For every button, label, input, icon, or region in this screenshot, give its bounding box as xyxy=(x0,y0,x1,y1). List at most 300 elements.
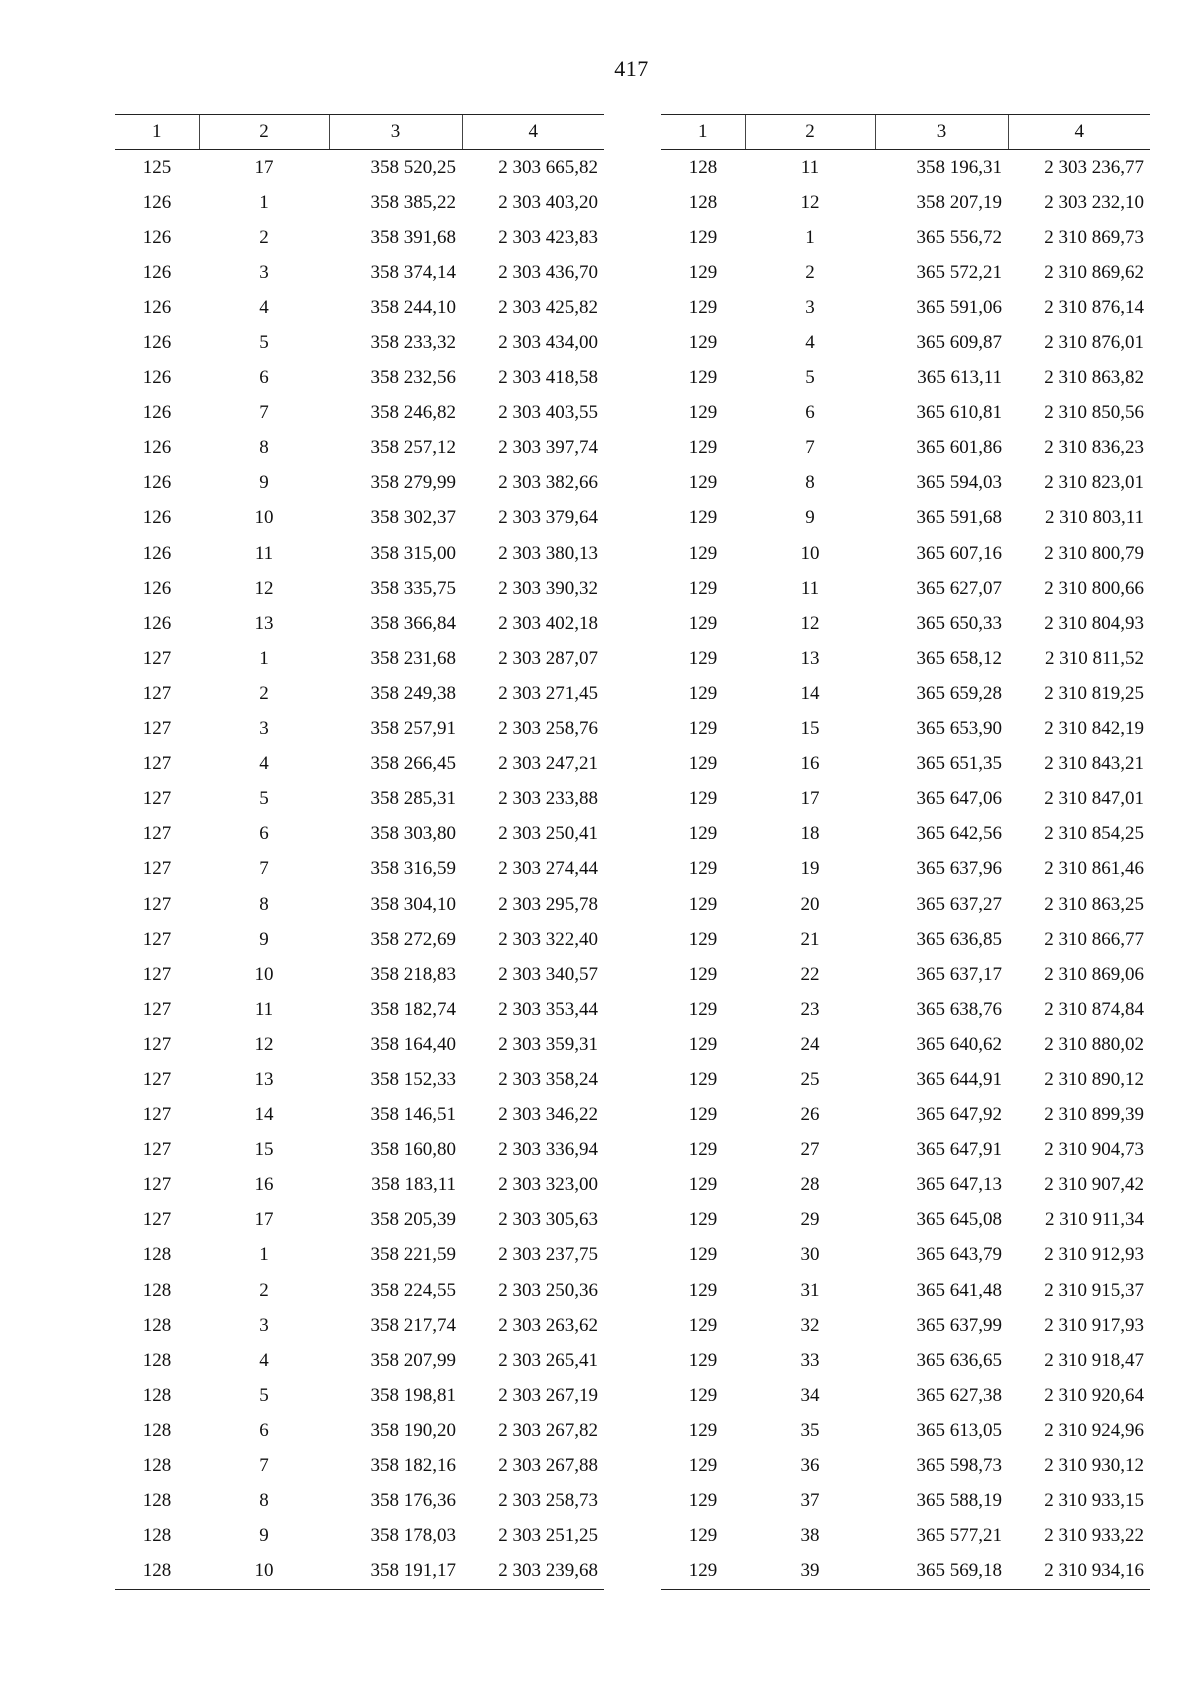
cell-object-number: 126 xyxy=(142,437,172,459)
table-row xyxy=(661,782,1150,817)
cell-point-number: 4 xyxy=(805,332,815,354)
table-row xyxy=(115,396,604,431)
cell-object-number: 129 xyxy=(688,647,718,669)
cell-x-coordinate: 365 613,11 xyxy=(917,367,1002,389)
table-row xyxy=(115,1554,604,1590)
cell-object-number: 129 xyxy=(688,1455,718,1477)
column-header-4: 4 xyxy=(462,115,604,150)
table-row xyxy=(661,501,1150,536)
cell-x-coordinate: 365 658,12 xyxy=(916,647,1002,669)
cell-y-coordinate: 2 310 847,01 xyxy=(1044,788,1144,810)
cell-x-coordinate: 358 231,68 xyxy=(370,647,456,669)
cell-point-number: 8 xyxy=(805,472,815,494)
cell-object-number: 125 xyxy=(142,156,172,178)
cell-y-coordinate: 2 303 323,00 xyxy=(498,1174,598,1196)
cell-point-number: 10 xyxy=(254,507,274,529)
cell-y-coordinate: 2 310 890,12 xyxy=(1044,1068,1144,1090)
cell-y-coordinate: 2 303 436,70 xyxy=(498,261,598,283)
table-row xyxy=(661,1308,1150,1343)
cell-y-coordinate: 2 310 800,66 xyxy=(1044,577,1144,599)
cell-x-coordinate: 365 659,28 xyxy=(916,682,1002,704)
cell-object-number: 129 xyxy=(688,788,718,810)
table-row xyxy=(661,712,1150,747)
column-header-4: 4 xyxy=(1008,115,1150,150)
cell-object-number: 127 xyxy=(142,893,172,915)
cell-y-coordinate: 2 303 267,82 xyxy=(498,1419,598,1441)
cell-x-coordinate: 358 152,33 xyxy=(370,1068,456,1090)
coordinates-table-left xyxy=(115,114,604,1590)
column-header-1: 1 xyxy=(115,115,199,150)
cell-object-number: 127 xyxy=(142,1104,172,1126)
cell-object-number: 126 xyxy=(142,226,172,248)
cell-y-coordinate: 2 310 924,96 xyxy=(1044,1419,1144,1441)
cell-object-number: 126 xyxy=(142,367,172,389)
cell-x-coordinate: 358 207,99 xyxy=(370,1349,456,1371)
table-row xyxy=(115,1413,604,1448)
cell-object-number: 129 xyxy=(688,1033,718,1055)
table-row xyxy=(661,922,1150,957)
table-row xyxy=(115,1484,604,1519)
cell-y-coordinate: 2 303 336,94 xyxy=(498,1139,598,1161)
cell-object-number: 129 xyxy=(688,261,718,283)
table-row xyxy=(661,185,1150,220)
cell-y-coordinate: 2 310 876,14 xyxy=(1044,296,1144,318)
cell-object-number: 129 xyxy=(688,1068,718,1090)
table-row xyxy=(115,852,604,887)
cell-x-coordinate: 365 598,73 xyxy=(916,1455,1002,1477)
cell-y-coordinate: 2 310 869,62 xyxy=(1044,261,1144,283)
table-row xyxy=(661,1203,1150,1238)
cell-x-coordinate: 358 246,82 xyxy=(370,402,456,424)
cell-point-number: 5 xyxy=(259,788,269,810)
cell-point-number: 13 xyxy=(254,1068,274,1090)
cell-y-coordinate: 2 310 854,25 xyxy=(1044,823,1144,845)
table-row xyxy=(115,1168,604,1203)
cell-point-number: 34 xyxy=(800,1384,820,1406)
cell-point-number: 7 xyxy=(259,402,269,424)
table-row xyxy=(115,1238,604,1273)
cell-point-number: 3 xyxy=(805,296,815,318)
cell-object-number: 127 xyxy=(142,647,172,669)
cell-object-number: 127 xyxy=(142,1033,172,1055)
cell-y-coordinate: 2 303 251,25 xyxy=(498,1525,598,1547)
cell-x-coordinate: 365 637,99 xyxy=(916,1314,1002,1336)
table-row xyxy=(115,1448,604,1483)
cell-point-number: 9 xyxy=(805,507,815,529)
cell-object-number: 129 xyxy=(688,1314,718,1336)
cell-object-number: 126 xyxy=(142,296,172,318)
cell-object-number: 126 xyxy=(142,507,172,529)
cell-y-coordinate: 2 303 274,44 xyxy=(498,858,598,880)
table-row xyxy=(115,887,604,922)
cell-y-coordinate: 2 303 382,66 xyxy=(498,472,598,494)
column-header-1: 1 xyxy=(661,115,745,150)
table-row xyxy=(661,536,1150,571)
cell-y-coordinate: 2 310 912,93 xyxy=(1044,1244,1144,1266)
cell-x-coordinate: 358 196,31 xyxy=(916,156,1002,178)
cell-object-number: 129 xyxy=(688,1139,718,1161)
cell-y-coordinate: 2 310 811,52 xyxy=(1044,647,1144,669)
cell-x-coordinate: 358 279,99 xyxy=(370,472,456,494)
cell-x-coordinate: 365 644,91 xyxy=(916,1068,1002,1090)
cell-object-number: 129 xyxy=(688,577,718,599)
cell-x-coordinate: 358 182,16 xyxy=(370,1455,456,1477)
cell-object-number: 129 xyxy=(688,367,718,389)
cell-y-coordinate: 2 303 359,31 xyxy=(498,1033,598,1055)
cell-point-number: 17 xyxy=(254,156,274,178)
cell-x-coordinate: 365 607,16 xyxy=(916,542,1002,564)
table-row xyxy=(115,501,604,536)
table-row xyxy=(115,1027,604,1062)
cell-object-number: 129 xyxy=(688,823,718,845)
cell-x-coordinate: 358 232,56 xyxy=(370,367,456,389)
cell-x-coordinate: 358 266,45 xyxy=(370,753,456,775)
cell-y-coordinate: 2 303 403,55 xyxy=(498,402,598,424)
cell-x-coordinate: 358 233,32 xyxy=(370,332,456,354)
cell-object-number: 129 xyxy=(688,1244,718,1266)
cell-point-number: 2 xyxy=(259,682,269,704)
cell-x-coordinate: 365 627,07 xyxy=(916,577,1002,599)
table-row xyxy=(115,641,604,676)
cell-point-number: 30 xyxy=(800,1244,820,1266)
cell-x-coordinate: 358 164,40 xyxy=(370,1033,456,1055)
table-header xyxy=(115,115,604,150)
cell-y-coordinate: 2 310 843,21 xyxy=(1044,753,1144,775)
cell-point-number: 31 xyxy=(800,1279,820,1301)
cell-object-number: 127 xyxy=(142,1139,172,1161)
table-row xyxy=(115,922,604,957)
table-row xyxy=(115,817,604,852)
cell-y-coordinate: 2 303 239,68 xyxy=(462,1554,604,1590)
cell-y-coordinate: 2 303 267,19 xyxy=(498,1384,598,1406)
cell-point-number: 1 xyxy=(259,191,269,213)
cell-y-coordinate: 2 303 402,18 xyxy=(498,612,598,634)
cell-x-coordinate: 365 627,38 xyxy=(916,1384,1002,1406)
cell-x-coordinate: 365 591,68 xyxy=(916,507,1002,529)
cell-x-coordinate: 358 315,00 xyxy=(370,542,456,564)
cell-y-coordinate: 2 310 899,39 xyxy=(1044,1104,1144,1126)
cell-point-number: 10 xyxy=(800,542,820,564)
cell-point-number: 5 xyxy=(805,367,815,389)
cell-y-coordinate: 2 303 233,88 xyxy=(498,788,598,810)
cell-x-coordinate: 358 224,55 xyxy=(370,1279,456,1301)
cell-x-coordinate: 365 591,06 xyxy=(916,296,1002,318)
cell-y-coordinate: 2 303 379,64 xyxy=(498,507,598,529)
cell-object-number: 128 xyxy=(142,1279,172,1301)
table-row xyxy=(661,1062,1150,1097)
cell-x-coordinate: 365 647,06 xyxy=(916,788,1002,810)
cell-x-coordinate: 358 182,74 xyxy=(370,998,456,1020)
cell-point-number: 1 xyxy=(259,647,269,669)
table-row xyxy=(661,1448,1150,1483)
cell-object-number: 129 xyxy=(688,1419,718,1441)
column-header-3: 3 xyxy=(329,115,462,150)
cell-point-number: 3 xyxy=(259,1314,269,1336)
table-row xyxy=(115,571,604,606)
cell-object-number: 129 xyxy=(688,1349,718,1371)
cell-x-coordinate: 358 244,10 xyxy=(370,296,456,318)
table-row xyxy=(115,1519,604,1554)
cell-x-coordinate: 365 647,91 xyxy=(916,1139,1002,1161)
cell-point-number: 19 xyxy=(800,858,820,880)
cell-y-coordinate: 2 310 836,23 xyxy=(1044,437,1144,459)
cell-point-number: 23 xyxy=(800,998,820,1020)
cell-x-coordinate: 358 302,37 xyxy=(370,507,456,529)
table-row xyxy=(115,676,604,711)
cell-object-number: 127 xyxy=(142,1174,172,1196)
cell-y-coordinate: 2 310 823,01 xyxy=(1044,472,1144,494)
cell-x-coordinate: 365 647,92 xyxy=(916,1104,1002,1126)
cell-y-coordinate: 2 310 869,06 xyxy=(1044,963,1144,985)
cell-object-number: 129 xyxy=(688,928,718,950)
cell-y-coordinate: 2 303 295,78 xyxy=(498,893,598,915)
table-row xyxy=(661,1519,1150,1554)
table-row xyxy=(115,712,604,747)
cell-x-coordinate: 365 637,27 xyxy=(916,893,1002,915)
cell-x-coordinate: 365 641,48 xyxy=(916,1279,1002,1301)
cell-y-coordinate: 2 310 876,01 xyxy=(1044,332,1144,354)
table-row xyxy=(661,431,1150,466)
cell-object-number: 129 xyxy=(688,226,718,248)
cell-y-coordinate: 2 310 804,93 xyxy=(1044,612,1144,634)
cell-object-number: 128 xyxy=(142,1349,172,1371)
table-header xyxy=(661,115,1150,150)
cell-point-number: 27 xyxy=(800,1139,820,1161)
table-row xyxy=(115,466,604,501)
table-row xyxy=(661,606,1150,641)
cell-y-coordinate: 2 303 425,82 xyxy=(498,296,598,318)
cell-point-number: 14 xyxy=(800,682,820,704)
cell-x-coordinate: 358 191,17 xyxy=(329,1554,462,1590)
cell-x-coordinate: 358 198,81 xyxy=(370,1384,456,1406)
cell-y-coordinate: 2 310 880,02 xyxy=(1044,1033,1144,1055)
cell-point-number: 6 xyxy=(259,367,269,389)
table-row xyxy=(661,290,1150,325)
cell-object-number: 128 xyxy=(142,1244,172,1266)
table-row xyxy=(115,1378,604,1413)
cell-y-coordinate: 2 303 236,77 xyxy=(1044,156,1144,178)
table-row xyxy=(661,255,1150,290)
cell-x-coordinate: 365 636,65 xyxy=(916,1349,1002,1371)
table-row xyxy=(115,431,604,466)
cell-object-number: 126 xyxy=(142,472,172,494)
cell-x-coordinate: 358 178,03 xyxy=(370,1525,456,1547)
cell-point-number: 7 xyxy=(259,858,269,880)
cell-y-coordinate: 2 303 267,88 xyxy=(498,1455,598,1477)
cell-object-number: 129 xyxy=(688,542,718,564)
cell-x-coordinate: 358 217,74 xyxy=(370,1314,456,1336)
table-row xyxy=(661,396,1150,431)
cell-y-coordinate: 2 303 237,75 xyxy=(498,1244,598,1266)
cell-point-number: 35 xyxy=(800,1419,820,1441)
cell-point-number: 5 xyxy=(259,1384,269,1406)
table-row xyxy=(661,1238,1150,1273)
cell-y-coordinate: 2 303 258,73 xyxy=(498,1490,598,1512)
cell-object-number: 129 xyxy=(661,1554,745,1590)
table-row xyxy=(115,1308,604,1343)
cell-x-coordinate: 365 653,90 xyxy=(916,718,1002,740)
cell-object-number: 127 xyxy=(142,858,172,880)
cell-point-number: 29 xyxy=(800,1209,820,1231)
cell-object-number: 127 xyxy=(142,998,172,1020)
cell-y-coordinate: 2 303 258,76 xyxy=(498,718,598,740)
table-row xyxy=(115,1343,604,1378)
cell-y-coordinate: 2 303 346,22 xyxy=(498,1104,598,1126)
table-row xyxy=(661,747,1150,782)
cell-x-coordinate: 358 183,11 xyxy=(371,1174,456,1196)
cell-y-coordinate: 2 310 842,19 xyxy=(1044,718,1144,740)
cell-y-coordinate: 2 303 250,41 xyxy=(498,823,598,845)
cell-x-coordinate: 358 221,59 xyxy=(370,1244,456,1266)
cell-x-coordinate: 358 272,69 xyxy=(370,928,456,950)
cell-point-number: 4 xyxy=(259,296,269,318)
cell-object-number: 129 xyxy=(688,1490,718,1512)
cell-point-number: 2 xyxy=(805,261,815,283)
cell-x-coordinate: 365 637,96 xyxy=(916,858,1002,880)
cell-point-number: 36 xyxy=(800,1455,820,1477)
table-row xyxy=(115,1133,604,1168)
cell-point-number: 6 xyxy=(805,402,815,424)
cell-y-coordinate: 2 303 250,36 xyxy=(498,1279,598,1301)
cell-y-coordinate: 2 310 800,79 xyxy=(1044,542,1144,564)
cell-point-number: 2 xyxy=(259,226,269,248)
cell-y-coordinate: 2 303 271,45 xyxy=(498,682,598,704)
table-row xyxy=(661,887,1150,922)
table-row xyxy=(661,220,1150,255)
cell-x-coordinate: 365 637,17 xyxy=(916,963,1002,985)
cell-point-number: 16 xyxy=(254,1174,274,1196)
cell-point-number: 4 xyxy=(259,753,269,775)
cell-x-coordinate: 365 594,03 xyxy=(916,472,1002,494)
cell-point-number: 1 xyxy=(259,1244,269,1266)
cell-x-coordinate: 365 638,76 xyxy=(916,998,1002,1020)
cell-y-coordinate: 2 303 665,82 xyxy=(498,156,598,178)
cell-object-number: 127 xyxy=(142,963,172,985)
table-row xyxy=(661,852,1150,887)
cell-object-number: 129 xyxy=(688,1525,718,1547)
cell-point-number: 1 xyxy=(805,226,815,248)
page-number: 417 xyxy=(614,56,649,81)
cell-y-coordinate: 2 310 934,16 xyxy=(1008,1554,1150,1590)
cell-y-coordinate: 2 303 287,07 xyxy=(498,647,598,669)
cell-point-number: 12 xyxy=(254,577,274,599)
table-row xyxy=(661,361,1150,396)
cell-point-number: 8 xyxy=(259,437,269,459)
table-row xyxy=(661,1133,1150,1168)
header-row xyxy=(661,115,1150,150)
cell-x-coordinate: 365 569,18 xyxy=(875,1554,1008,1590)
cell-y-coordinate: 2 303 263,62 xyxy=(498,1314,598,1336)
cell-object-number: 129 xyxy=(688,963,718,985)
cell-x-coordinate: 358 303,80 xyxy=(370,823,456,845)
cell-point-number: 18 xyxy=(800,823,820,845)
table-row xyxy=(115,255,604,290)
cell-x-coordinate: 365 572,21 xyxy=(916,261,1002,283)
cell-y-coordinate: 2 310 918,47 xyxy=(1044,1349,1144,1371)
cell-x-coordinate: 365 645,08 xyxy=(916,1209,1002,1231)
cell-object-number: 129 xyxy=(688,1174,718,1196)
cell-point-number: 3 xyxy=(259,718,269,740)
cell-point-number: 24 xyxy=(800,1033,820,1055)
cell-object-number: 128 xyxy=(115,1554,199,1590)
cell-object-number: 128 xyxy=(142,1455,172,1477)
cell-y-coordinate: 2 310 866,77 xyxy=(1044,928,1144,950)
cell-y-coordinate: 2 303 247,21 xyxy=(498,753,598,775)
cell-y-coordinate: 2 303 322,40 xyxy=(498,928,598,950)
cell-object-number: 126 xyxy=(142,612,172,634)
cell-object-number: 129 xyxy=(688,1384,718,1406)
cell-object-number: 127 xyxy=(142,718,172,740)
cell-object-number: 129 xyxy=(688,893,718,915)
cell-y-coordinate: 2 310 911,34 xyxy=(1044,1209,1144,1231)
cell-point-number: 8 xyxy=(259,893,269,915)
cell-point-number: 32 xyxy=(800,1314,820,1336)
cell-y-coordinate: 2 303 340,57 xyxy=(498,963,598,985)
table-row xyxy=(661,1098,1150,1133)
cell-y-coordinate: 2 303 265,41 xyxy=(498,1349,598,1371)
cell-point-number: 7 xyxy=(259,1455,269,1477)
table-row xyxy=(661,1413,1150,1448)
cell-y-coordinate: 2 310 874,84 xyxy=(1044,998,1144,1020)
cell-point-number: 2 xyxy=(259,1279,269,1301)
cell-y-coordinate: 2 303 232,10 xyxy=(1044,191,1144,213)
table-row xyxy=(661,325,1150,360)
table-row xyxy=(115,1098,604,1133)
cell-object-number: 127 xyxy=(142,1068,172,1090)
cell-object-number: 129 xyxy=(688,402,718,424)
cell-object-number: 126 xyxy=(142,542,172,564)
cell-y-coordinate: 2 310 917,93 xyxy=(1044,1314,1144,1336)
cell-x-coordinate: 365 650,33 xyxy=(916,612,1002,634)
cell-object-number: 128 xyxy=(688,191,718,213)
table-row xyxy=(661,1273,1150,1308)
cell-point-number: 9 xyxy=(259,472,269,494)
table-row xyxy=(661,150,1150,186)
table-row xyxy=(115,992,604,1027)
cell-x-coordinate: 358 385,22 xyxy=(370,191,456,213)
column-header-3: 3 xyxy=(875,115,1008,150)
table-row xyxy=(115,150,604,186)
cell-object-number: 129 xyxy=(688,332,718,354)
cell-x-coordinate: 358 176,36 xyxy=(370,1490,456,1512)
cell-y-coordinate: 2 303 403,20 xyxy=(498,191,598,213)
cell-y-coordinate: 2 303 358,24 xyxy=(498,1068,598,1090)
cell-object-number: 128 xyxy=(142,1490,172,1512)
cell-object-number: 126 xyxy=(142,261,172,283)
cell-object-number: 128 xyxy=(142,1384,172,1406)
cell-x-coordinate: 365 640,62 xyxy=(916,1033,1002,1055)
cell-object-number: 129 xyxy=(688,998,718,1020)
cell-object-number: 129 xyxy=(688,296,718,318)
cell-x-coordinate: 358 207,19 xyxy=(916,191,1002,213)
cell-object-number: 128 xyxy=(142,1314,172,1336)
cell-x-coordinate: 358 366,84 xyxy=(370,612,456,634)
table-row xyxy=(115,1273,604,1308)
cell-point-number: 22 xyxy=(800,963,820,985)
cell-point-number: 17 xyxy=(254,1209,274,1231)
cell-x-coordinate: 358 316,59 xyxy=(370,858,456,880)
table-row xyxy=(661,466,1150,501)
table-row xyxy=(115,361,604,396)
table-row xyxy=(115,290,604,325)
cell-x-coordinate: 365 642,56 xyxy=(916,823,1002,845)
cell-point-number: 20 xyxy=(800,893,820,915)
table-row xyxy=(115,1203,604,1238)
table-row xyxy=(115,325,604,360)
cell-object-number: 126 xyxy=(142,191,172,213)
cell-y-coordinate: 2 310 869,73 xyxy=(1044,226,1144,248)
cell-y-coordinate: 2 310 904,73 xyxy=(1044,1139,1144,1161)
